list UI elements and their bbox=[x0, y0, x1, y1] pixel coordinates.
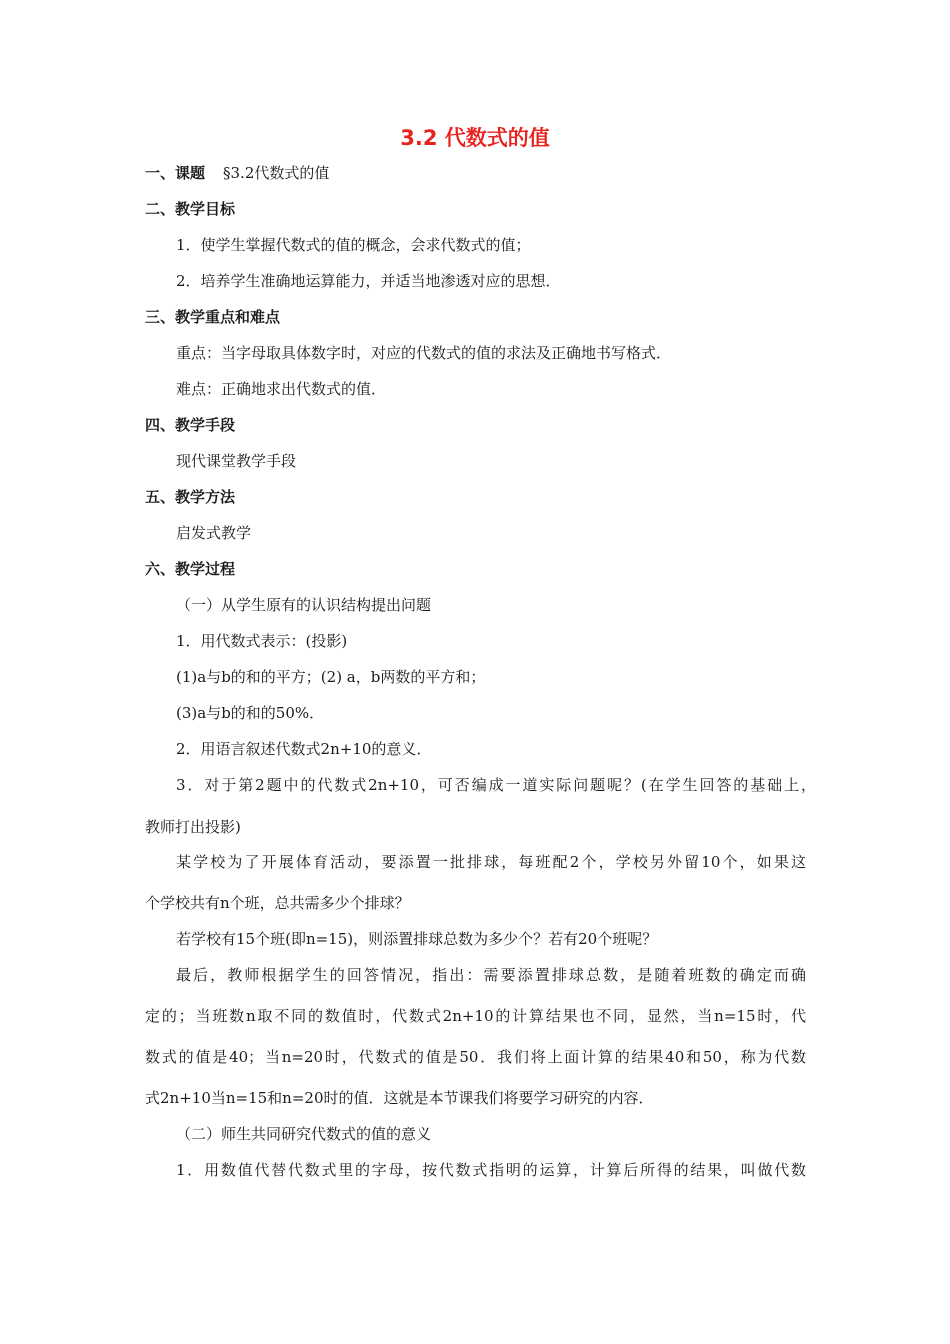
focus-text: 重点：当字母取具体数字时，对应的代数式的值的求法及正确地书写格式． bbox=[176, 344, 672, 362]
followup-question: 若学校有15个班(即n=15)，则添置排球总数为多少个？若有20个班呢？ bbox=[176, 930, 658, 948]
definition-line-1: 1．用数值代替代数式里的字母，按代数式指明的运算，计算后所得的结果，叫做代数 bbox=[176, 1161, 806, 1179]
question-3-line-2: 教师打出投影) bbox=[145, 818, 241, 836]
summary-line-1: 最后，教师根据学生的回答情况，指出：需要添置排球总数，是随着班数的确定而确 bbox=[176, 966, 806, 984]
document-title: 3.2 代数式的值 bbox=[400, 126, 550, 150]
part2-title: （二）师生共同研究代数式的值的意义 bbox=[176, 1125, 432, 1143]
means-heading: 四、教学手段 bbox=[145, 416, 236, 434]
topic-heading: 一、课题 bbox=[145, 164, 206, 182]
example-line-2: 个学校共有n个班，总共需多少个排球？ bbox=[145, 894, 410, 912]
question-1-b: (3)a与b的和的50%． bbox=[176, 704, 325, 722]
goals-heading: 二、教学目标 bbox=[145, 200, 236, 218]
question-1-a: (1)a与b的和的平方；(2) a，b两数的平方和； bbox=[176, 668, 486, 686]
example-line-1: 某学校为了开展体育活动，要添置一批排球，每班配2个，学校另外留10个，如果这 bbox=[176, 853, 806, 871]
question-3-line-1: 3．对于第2题中的代数式2n+10，可否编成一道实际问题呢？(在学生回答的基础上， bbox=[176, 776, 816, 794]
goal-item-1: 1．使学生掌握代数式的值的概念，会求代数式的值； bbox=[176, 236, 531, 254]
difficulty-text: 难点：正确地求出代数式的值． bbox=[176, 380, 387, 398]
method-heading: 五、教学方法 bbox=[145, 488, 236, 506]
goal-item-2: 2．培养学生准确地运算能力，并适当地渗透对应的思想． bbox=[176, 272, 561, 290]
topic-row bbox=[145, 163, 329, 183]
summary-line-2: 定的；当班数n取不同的数值时，代数式2n+10的计算结果也不同，显然，当n=15时，代 bbox=[145, 1007, 806, 1025]
summary-line-3: 数式的值是40；当n=20时，代数式的值是50．我们将上面计算的结果40和50，称为代数 bbox=[145, 1048, 806, 1066]
question-1: 1．用代数式表示：(投影) bbox=[176, 632, 348, 650]
topic-value: §3.2代数式的值 bbox=[223, 164, 330, 182]
part1-title: （一）从学生原有的认识结构提出问题 bbox=[176, 596, 432, 614]
key-points-heading: 三、教学重点和难点 bbox=[145, 308, 281, 326]
method-text: 启发式教学 bbox=[176, 524, 252, 542]
summary-line-4: 式2n+10当n=15和n=20时的值．这就是本节课我们将要学习研究的内容． bbox=[145, 1089, 654, 1107]
means-text: 现代课堂教学手段 bbox=[176, 452, 297, 470]
question-2: 2．用语言叙述代数式2n+10的意义． bbox=[176, 740, 432, 758]
process-heading: 六、教学过程 bbox=[145, 560, 236, 578]
